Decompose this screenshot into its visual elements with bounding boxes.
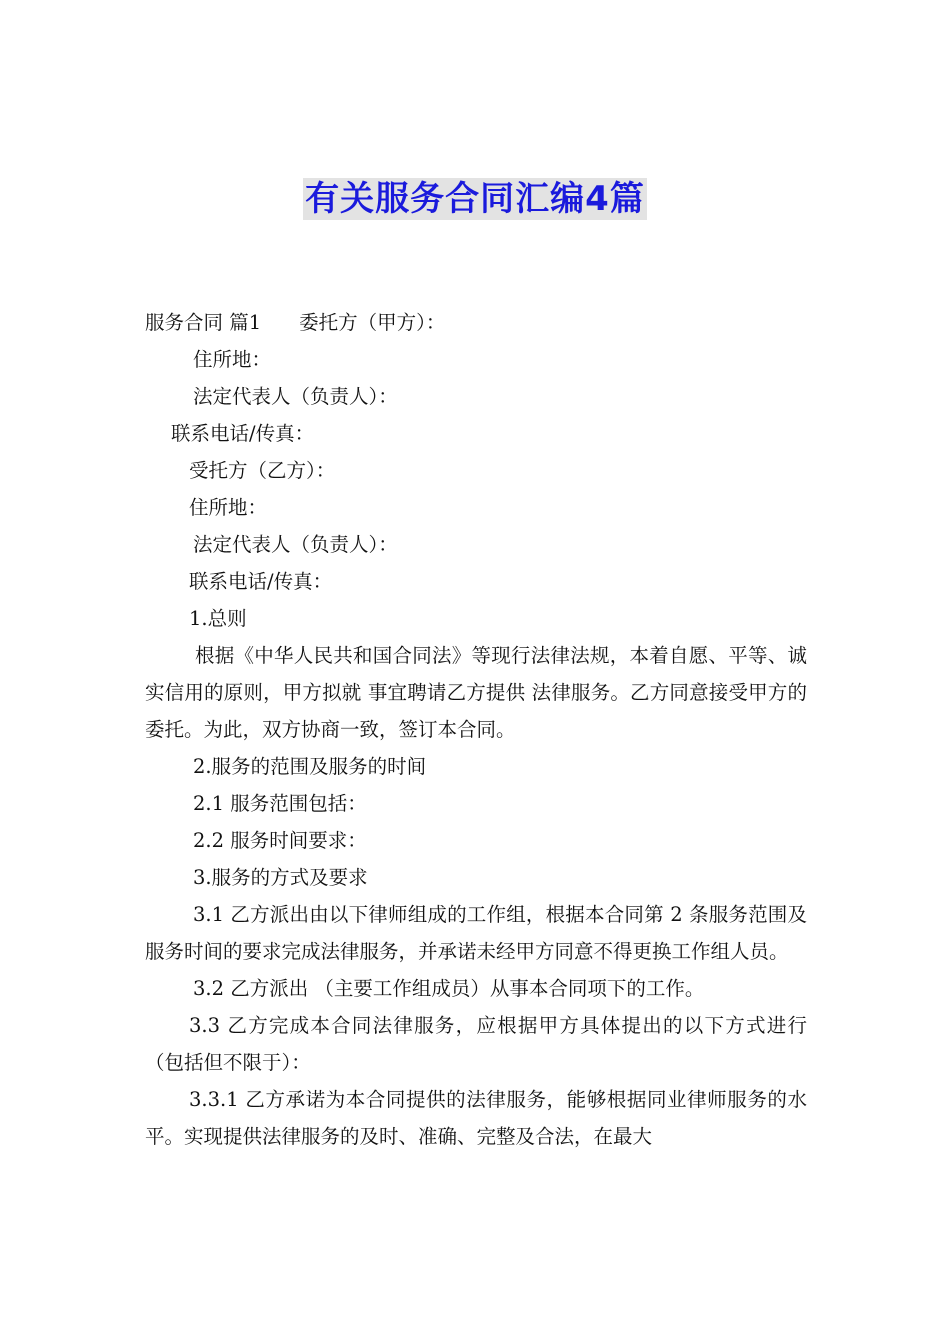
document-title: 有关服务合同汇编4篇 <box>305 179 645 219</box>
document-body <box>145 304 807 1155</box>
contract-heading-line <box>145 304 807 341</box>
contractor-contact-line: 联系电话/传真： <box>189 570 333 593</box>
section-2-2-line: 2.2 服务时间要求： <box>193 829 367 852</box>
contractor-address-line: 住所地： <box>189 496 268 519</box>
section-label: 服务合同 篇1 <box>145 311 262 334</box>
client-contact-line: 联系电话/传真： <box>171 422 315 445</box>
client-address-line: 住所地： <box>193 348 272 371</box>
section-1-paragraph: 根据《中华人民共和国合同法》等现行法律法规，本着自愿、平等、诚实信用的原则，甲方拟就 事宜聘请乙方提供 法律服务。乙方同意接受甲方的委托。为此，双方协商一致，签订本合同。 <box>145 644 807 741</box>
section-2-1-line: 2.1 服务范围包括： <box>193 792 367 815</box>
section-1-heading: 1.总则 <box>189 607 247 630</box>
section-3-3-1-paragraph: 3.3.1 乙方承诺为本合同提供的法律服务，能够根据同业律师服务的水平。实现提供法律服务的及时、准确、完整及合法，在最大 <box>145 1088 807 1148</box>
client-legal-rep-line: 法定代表人（负责人）： <box>193 385 398 408</box>
section-3-3-paragraph: 3.3 乙方完成本合同法律服务，应根据甲方具体提出的以下方式进行（包括但不限于）： <box>145 1014 807 1074</box>
section-2-heading: 2.服务的范围及服务的时间 <box>193 755 427 778</box>
contractor-legal-rep-line: 法定代表人（负责人）： <box>193 533 398 556</box>
client-label: 委托方（甲方）： <box>299 311 446 334</box>
title-container <box>0 178 950 220</box>
contractor-label-line: 受托方（乙方）： <box>189 459 336 482</box>
section-3-2-line: 3.2 乙方派出 （主要工作组成员）从事本合同项下的工作。 <box>193 977 705 1000</box>
section-3-1-paragraph: 3.1 乙方派出由以下律师组成的工作组，根据本合同第 2 条服务范围及服务时间的要求完成法律服务，并承诺未经甲方同意不得更换工作组人员。 <box>145 903 807 963</box>
section-3-heading: 3.服务的方式及要求 <box>193 866 368 889</box>
